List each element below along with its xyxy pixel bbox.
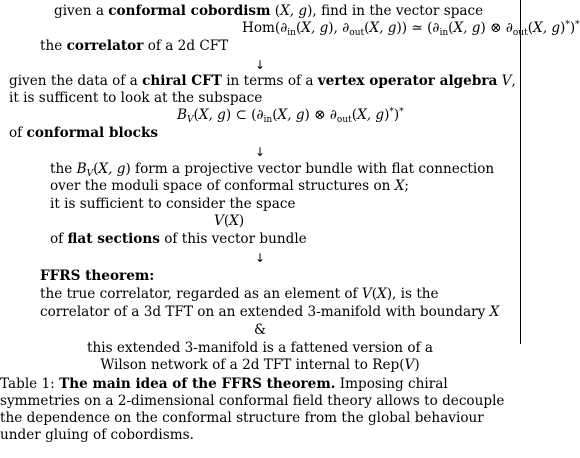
ampersand: & bbox=[253, 322, 267, 338]
text: of a 2d CFT bbox=[143, 38, 229, 54]
term-conformal-cobordism: conformal cobordism bbox=[108, 3, 271, 19]
table-caption bbox=[0, 376, 520, 444]
line-consider-space: it is sufficient to consider the space bbox=[50, 196, 296, 212]
text: the bbox=[40, 38, 67, 54]
line-conformal-blocks bbox=[9, 125, 158, 141]
line-wilson-network: Wilson network of a 2d TFT internal to Rep(V) bbox=[100, 357, 420, 373]
text: given a bbox=[54, 3, 109, 19]
text: of bbox=[9, 125, 27, 141]
line-3d-tft: correlator of a 3d TFT on an extended 3-manifold with boundary X bbox=[40, 304, 500, 320]
term-conformal-blocks: conformal blocks bbox=[26, 125, 159, 141]
line-conformal-cobordism bbox=[54, 3, 483, 19]
line-flat-sections bbox=[50, 231, 307, 247]
line-fattened: this extended 3-manifold is a fattened version of a bbox=[87, 340, 433, 356]
table-right-rule bbox=[520, 0, 521, 344]
flat-sections-space: V(X) bbox=[214, 213, 245, 229]
caption-text: Imposing chiral symmetries on a 2-dimensional conformal field theory allows to decouple the dependence on the conformal structure from the global behaviour under gluing of cobordisms. bbox=[0, 376, 505, 443]
hom-formula: $Hom(\partial_{in}(X$, g), $\partial_{out}(X$, g)) ≃ ($\partial_{in}(X$, g) ⊗ $\partial_{out}(X$, g)*)* bbox=[242, 20, 580, 38]
conformal-blocks-formula: $B_V(X$, g) ⊂ ($\partial_{in}(X$, g) ⊗ $\partial_{out}(X$, g)*)* bbox=[177, 107, 404, 125]
text: V, bbox=[501, 73, 516, 89]
text: given the data of a bbox=[9, 73, 143, 89]
text: (X, g), find in the vector space bbox=[270, 3, 484, 19]
line-correlator bbox=[40, 38, 228, 54]
term-voa: vertex operator algebra bbox=[317, 73, 498, 89]
text: of this vector bundle bbox=[159, 231, 307, 247]
caption-title: The main idea of the FFRS theorem. bbox=[59, 376, 336, 392]
term-flat-sections: flat sections bbox=[67, 231, 160, 247]
line-subspace: it is sufficent to look at the subspace bbox=[9, 90, 263, 106]
text: in terms of a bbox=[221, 73, 318, 89]
term-chiral-cft: chiral CFT bbox=[142, 73, 222, 89]
line-true-correlator: the true correlator, regarded as an element of V(X), is the bbox=[40, 286, 439, 302]
caption-label: Table 1: bbox=[0, 376, 55, 392]
down-arrow-icon: ↓ bbox=[254, 145, 266, 159]
down-arrow-icon: ↓ bbox=[254, 251, 266, 265]
down-arrow-icon: ↓ bbox=[254, 58, 266, 72]
term-correlator: correlator bbox=[66, 38, 144, 54]
term-ffrs: FFRS theorem: bbox=[40, 268, 155, 284]
line-projective-bundle: the $B_V(X$, g) form a projective vector bundle with flat connection bbox=[50, 161, 495, 179]
text: of bbox=[50, 231, 68, 247]
line-moduli-space: over the moduli space of conformal structures on X; bbox=[50, 178, 409, 194]
ffrs-theorem-heading bbox=[40, 268, 154, 284]
line-chiral-cft bbox=[9, 73, 516, 89]
